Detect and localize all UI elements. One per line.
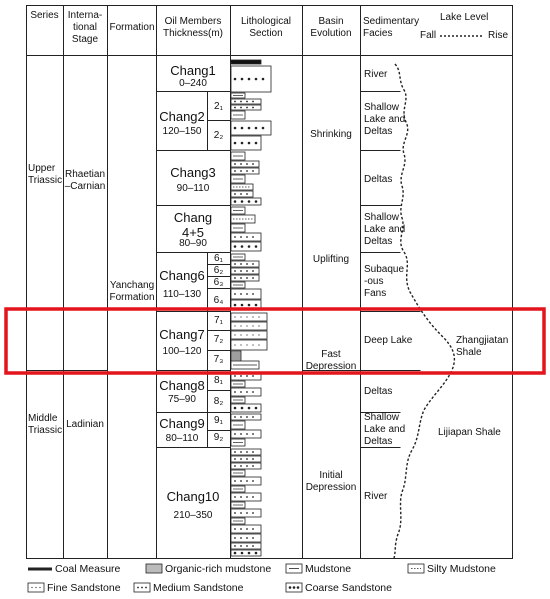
litho-grain (234, 200, 237, 203)
litho-grain (240, 193, 242, 195)
litho-grain (234, 270, 236, 272)
litho-grain (234, 480, 236, 482)
sub-2-1: 2₁ (214, 101, 223, 112)
litho-grain (234, 316, 235, 317)
litho-grain (246, 263, 248, 265)
header-formation: Formation (109, 22, 155, 33)
member-chang45-name: Chang 4+5 (173, 210, 213, 240)
facies-subaqueous: Subaque -ous Fans (364, 264, 405, 299)
facies-shallow-1: Shallow Lake and Deltas (364, 102, 406, 137)
litho-grain (255, 304, 258, 307)
basin-uplifting: Uplifting (312, 254, 350, 265)
litho-grain (252, 163, 254, 165)
litho-grain (252, 480, 254, 482)
legend-fine: Fine Sandstone (47, 582, 121, 594)
litho-grain (234, 528, 236, 530)
member-chang1-name: Chang1 (170, 63, 216, 78)
litho-grain (246, 480, 248, 482)
litho-bed (231, 121, 271, 135)
litho-grain (234, 263, 236, 265)
litho-grain (241, 407, 244, 410)
litho-grain (240, 316, 241, 317)
litho-grain (240, 416, 242, 418)
litho-grain (248, 552, 251, 555)
member-chang10-thickness: 210–350 (173, 510, 213, 521)
litho-grain (246, 344, 247, 345)
litho-grain (240, 528, 242, 530)
litho-grain (234, 170, 236, 172)
legend-organic: Organic-rich mudstone (165, 563, 272, 575)
litho-grain (234, 375, 236, 377)
litho-bed (231, 322, 267, 330)
litho-grain (234, 552, 237, 555)
sub-6-4: 6₄ (213, 295, 224, 306)
litho-grain (252, 375, 254, 377)
litho-grain (252, 293, 254, 295)
sub-6-2: 6₂ (213, 265, 224, 276)
legend-coal: Coal Measure (55, 563, 121, 575)
litho-grain (240, 465, 242, 467)
litho-bed (231, 351, 241, 361)
member-chang7-name: Chang7 (159, 327, 205, 342)
member-chang9-thickness: 80–110 (165, 433, 199, 444)
litho-grain (240, 451, 242, 453)
member-chang45-thickness: 80–90 (179, 238, 207, 249)
litho-grain (234, 142, 237, 145)
litho-grain (234, 391, 236, 393)
litho-grain (246, 316, 247, 317)
litho-grain (258, 334, 259, 335)
litho-grain (262, 78, 265, 81)
member-chang7-thickness: 100–120 (162, 346, 202, 357)
series-upper: Upper Triassic (28, 163, 63, 186)
sub-8-2: 8₂ (213, 396, 224, 407)
header-basin: Basin Evolution (310, 16, 352, 39)
member-chang3-thickness: 90–110 (176, 183, 210, 194)
facies-deep-lake: Deep Lake (364, 335, 413, 346)
litho-grain (246, 512, 248, 514)
litho-grain (252, 433, 254, 435)
litho-grain (234, 304, 237, 307)
stage-middle: Ladinian (66, 419, 104, 430)
member-chang2-name: Chang2 (159, 109, 205, 124)
sub-6-3: 6₃ (213, 277, 224, 288)
litho-grain (234, 245, 237, 248)
series-middle: Middle Triassic (28, 413, 63, 436)
litho-grain (234, 127, 237, 130)
litho-grain (240, 325, 241, 326)
sub-9-2: 9₂ (213, 432, 224, 443)
litho-grain (252, 325, 253, 326)
litho-grain (240, 270, 242, 272)
member-chang6-name: Chang6 (159, 268, 205, 283)
litho-grain (255, 552, 258, 555)
litho-grain (252, 465, 254, 467)
litho-grain (252, 270, 254, 272)
litho-grain (240, 101, 242, 103)
litho-grain (240, 537, 242, 539)
litho-grain (246, 391, 248, 393)
litho-grain (240, 512, 242, 514)
litho-grain (246, 375, 248, 377)
litho-grain (252, 545, 254, 547)
basin-fast-depression: Fast Depression (305, 349, 357, 372)
litho-grain (241, 552, 244, 555)
silty-mudstone-symbol (408, 564, 424, 573)
formation-yanchang: Yanchang Formation (109, 280, 155, 303)
legend-medium: Medium Sandstone (153, 582, 244, 594)
litho-grain (234, 277, 236, 279)
litho-grain (234, 416, 236, 418)
litho-grain (246, 496, 248, 498)
litho-grain (234, 407, 237, 410)
litho-grain (234, 334, 235, 335)
sub-7-2: 7₂ (213, 334, 224, 345)
litho-grain (240, 263, 242, 265)
litho-grain (258, 344, 259, 345)
litho-grain (234, 465, 236, 467)
litho-grain (248, 127, 251, 130)
sub-2-2: 2₂ (213, 130, 224, 141)
facies-river-bottom: River (364, 491, 388, 502)
litho-grain (246, 163, 248, 165)
litho-grain (234, 433, 236, 435)
litho-grain (248, 78, 251, 81)
litho-grain (252, 458, 254, 460)
header-fall: Fall (420, 30, 437, 41)
litho-grain (252, 316, 253, 317)
litho-grain (246, 101, 248, 103)
litho-grain (246, 465, 248, 467)
litho-grain (241, 245, 244, 248)
header-stage: Interna- tional Stage (67, 10, 103, 45)
litho-bed (231, 66, 271, 92)
facies-deltas-2: Deltas (364, 386, 393, 397)
litho-grain (241, 304, 244, 307)
header-rise: Rise (488, 30, 509, 41)
litho-grain (262, 127, 265, 130)
member-chang3-name: Chang3 (170, 165, 216, 180)
litho-grain (252, 170, 254, 172)
header-series: Series (30, 10, 59, 21)
litho-grain (252, 101, 254, 103)
litho-grain (252, 107, 254, 109)
facies-shallow-2: Shallow Lake and Deltas (364, 212, 406, 247)
litho-grain (255, 200, 258, 203)
sub-7-1: 7₁ (214, 315, 223, 326)
member-chang9-name: Chang9 (159, 416, 205, 431)
basin-initial-depression: Initial Depression (305, 470, 357, 493)
litho-grain (252, 528, 254, 530)
litho-grain (246, 537, 248, 539)
litho-grain (234, 163, 236, 165)
header-litho: Lithological Section (240, 16, 292, 39)
litho-grain (246, 458, 248, 460)
litho-grain (240, 107, 242, 109)
litho-bed (231, 313, 267, 321)
litho-grain (248, 142, 251, 145)
header-members: Oil Members Thickness(m) (162, 16, 223, 39)
litho-grain (252, 344, 253, 345)
shale-zhangjiatan: Zhangjiatan Shale (456, 335, 509, 358)
litho-grain (234, 325, 235, 326)
legend-mudstone: Mudstone (305, 563, 352, 575)
litho-grain (255, 127, 258, 130)
litho-grain (234, 451, 236, 453)
litho-grain (246, 528, 248, 530)
facies-river-top: River (364, 69, 388, 80)
litho-grain (246, 107, 248, 109)
member-chang8-thickness: 75–90 (168, 394, 196, 405)
litho-grain (252, 512, 254, 514)
litho-grain (246, 451, 248, 453)
basin-shrinking: Shrinking (310, 129, 352, 140)
facies-shallow-3: Shallow Lake and Deltas (364, 412, 406, 447)
sub-9-1: 9₁ (214, 415, 223, 426)
sub-6-1: 6₁ (214, 253, 223, 264)
litho-grain (240, 458, 242, 460)
shale-lijiapan: Lijiapan Shale (438, 427, 501, 438)
litho-grain (241, 200, 244, 203)
litho-grain (252, 263, 254, 265)
coal-bed (231, 60, 261, 64)
litho-grain (234, 496, 236, 498)
litho-grain (255, 78, 258, 81)
litho-grain (240, 391, 242, 393)
litho-grain (246, 416, 248, 418)
litho-grain (246, 334, 247, 335)
litho-grain (252, 496, 254, 498)
member-chang2-thickness: 120–150 (162, 126, 202, 137)
litho-grain (240, 375, 242, 377)
litho-grain (246, 545, 248, 547)
member-chang6-thickness: 110–130 (162, 289, 202, 300)
litho-grain (255, 142, 258, 145)
litho-grain (246, 293, 248, 295)
litho-grain (234, 344, 235, 345)
litho-grain (258, 316, 259, 317)
litho-grain (241, 142, 244, 145)
litho-grain (234, 236, 236, 238)
litho-grain (240, 496, 242, 498)
litho-grain (234, 293, 236, 295)
litho-grain (234, 537, 236, 539)
litho-bed (231, 340, 267, 350)
litho-grain (248, 245, 251, 248)
header-facies: Sedimentary Facies (363, 16, 420, 39)
litho-grain (252, 391, 254, 393)
sub-8-1: 8₁ (214, 375, 223, 386)
litho-grain (240, 277, 242, 279)
litho-grain (240, 293, 242, 295)
litho-grain (252, 236, 254, 238)
litho-grain (248, 407, 251, 410)
litho-grain (248, 304, 251, 307)
litho-grain (240, 545, 242, 547)
litho-grain (252, 334, 253, 335)
organic-rich-mudstone-symbol (146, 564, 162, 573)
litho-grain (240, 236, 242, 238)
sub-7-3: 7₃ (213, 354, 224, 365)
litho-grain (246, 433, 248, 435)
litho-grain (234, 101, 236, 103)
litho-grain (240, 480, 242, 482)
litho-grain (252, 416, 254, 418)
legend-silty: Silty Mudstone (427, 563, 496, 575)
litho-grain (255, 245, 258, 248)
litho-grain (246, 193, 248, 195)
litho-grain (240, 433, 242, 435)
header-lake-level: Lake Level (440, 12, 489, 23)
litho-grain (234, 193, 236, 195)
litho-grain (241, 78, 244, 81)
member-chang1-thickness: 0–240 (179, 78, 207, 89)
litho-grain (234, 78, 237, 81)
litho-grain (246, 236, 248, 238)
legend-coarse: Coarse Sandstone (305, 582, 392, 594)
litho-grain (240, 170, 242, 172)
litho-grain (234, 107, 236, 109)
litho-grain (246, 325, 247, 326)
litho-grain (255, 407, 258, 410)
litho-grain (234, 512, 236, 514)
litho-grain (246, 170, 248, 172)
member-chang10-name: Chang10 (166, 489, 220, 504)
litho-grain (246, 277, 248, 279)
litho-grain (252, 451, 254, 453)
facies-deltas-1: Deltas (364, 174, 393, 185)
litho-grain (234, 458, 236, 460)
litho-grain (234, 545, 236, 547)
stage-upper: Rhaetian –Carnian (64, 169, 106, 192)
litho-grain (246, 270, 248, 272)
member-chang8-name: Chang8 (159, 378, 205, 393)
litho-grain (240, 334, 241, 335)
litho-grain (240, 344, 241, 345)
litho-grain (241, 127, 244, 130)
litho-grain (248, 200, 251, 203)
litho-grain (240, 163, 242, 165)
litho-grain (252, 277, 254, 279)
litho-grain (252, 537, 254, 539)
litho-bed (231, 331, 267, 339)
litho-grain (258, 325, 259, 326)
